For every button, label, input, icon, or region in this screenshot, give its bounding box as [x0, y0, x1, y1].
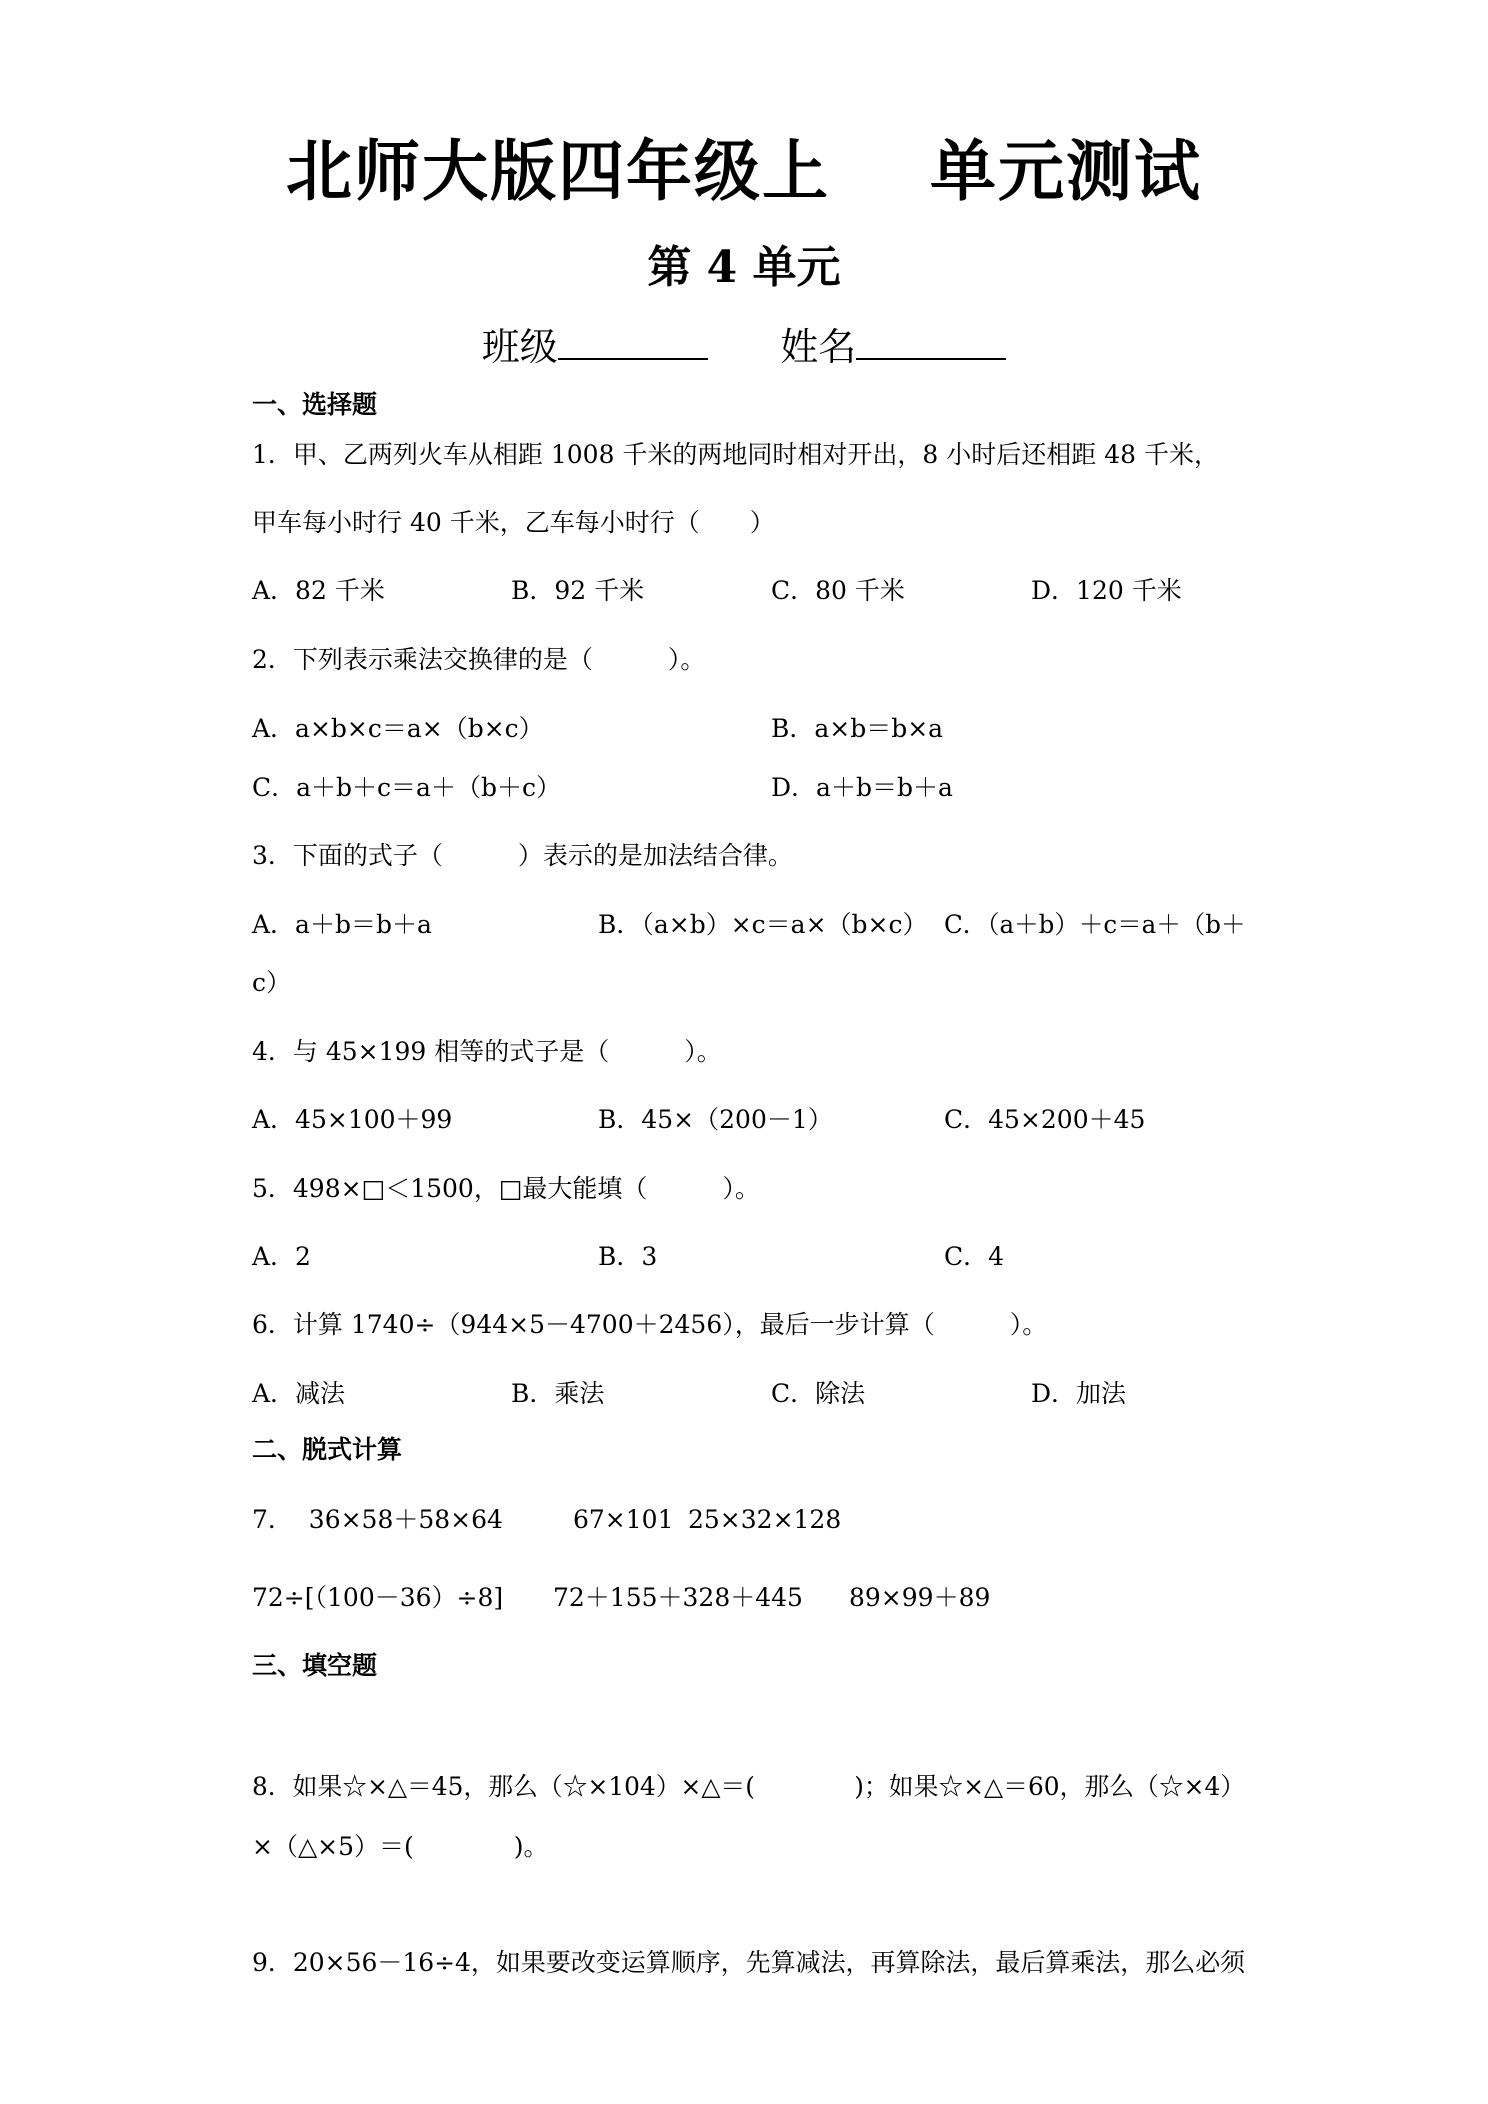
question-5-option-b: B．3 [598, 1242, 658, 1271]
class-blank[interactable] [558, 318, 708, 360]
question-8-line-1: 8．如果☆×△＝45，那么（☆×104）×△＝( )；如果☆×△＝60，那么（☆×4） [252, 1772, 1246, 1801]
question-1-line-2: 甲车每小时行 40 千米，乙车每小时行（ ） [252, 508, 775, 537]
question-2-option-d: D．a＋b＝b＋a [771, 773, 953, 802]
question-4-option-a: A．45×100＋99 [252, 1105, 453, 1134]
question-3-line-1: 3．下面的式子（ ）表示的是加法结合律。 [252, 841, 793, 870]
question-3-option-c: C．（a＋b）＋c＝a＋（b＋ [944, 910, 1246, 939]
unit-subtitle: 第 4 单元 [647, 242, 841, 293]
question-1-line-1: 1．甲、乙两列火车从相距 1008 千米的两地同时相对开出，8 小时后还相距 48 千米， [252, 440, 1219, 469]
question-2-option-a: A．a×b×c＝a×（b×c） [252, 714, 544, 743]
question-5-line-1: 5．498×□＜1500，□最大能填（ ）。 [252, 1174, 760, 1203]
question-7-expr-5: 72＋155＋328＋445 [553, 1583, 803, 1612]
question-3-option-a: A．a＋b＝b＋a [252, 910, 432, 939]
section-heading-choice: 一、选择题 [252, 390, 378, 419]
question-6-option-a: A．减法 [252, 1379, 346, 1408]
question-7-expr-2: 67×101 [573, 1505, 674, 1534]
question-8-line-2: ×（△×5）＝( )。 [252, 1832, 549, 1861]
question-4-option-b: B．45×（200－1） [598, 1105, 833, 1134]
question-2-option-b: B．a×b＝b×a [771, 714, 944, 743]
question-7-expr-6: 89×99＋89 [849, 1583, 991, 1612]
section-heading-calculation: 二、脱式计算 [252, 1435, 403, 1464]
question-6-option-d: D．加法 [1031, 1379, 1127, 1408]
section-heading-fill-in: 三、填空题 [252, 1651, 378, 1680]
question-7-expr-3: 25×32×128 [688, 1505, 842, 1534]
question-6-option-b: B．乘法 [511, 1379, 605, 1408]
page-title: 北师大版四年级上 单元测试 [286, 133, 1202, 210]
question-7-expr-1: 7． 36×58＋58×64 [252, 1505, 503, 1534]
question-5-option-c: C．4 [944, 1242, 1005, 1271]
question-1-option-a: A．82 千米 [252, 576, 385, 605]
question-7-expr-4: 72÷[（100－36）÷8] [252, 1583, 504, 1612]
question-4-line-1: 4．与 45×199 相等的式子是（ ）。 [252, 1037, 722, 1066]
question-2-line-1: 2．下列表示乘法交换律的是（ ）。 [252, 645, 706, 674]
question-1-option-c: C．80 千米 [771, 576, 905, 605]
student-info-line [0, 318, 1488, 374]
question-4-option-c: C．45×200＋45 [944, 1105, 1146, 1134]
question-6-option-c: C．除法 [771, 1379, 866, 1408]
class-label: 班级 [481, 325, 558, 369]
question-5-option-a: A．2 [252, 1242, 311, 1271]
question-1-option-b: B．92 千米 [511, 576, 645, 605]
name-blank[interactable] [856, 318, 1006, 360]
question-6-line-1: 6．计算 1740÷（944×5－4700＋2456），最后一步计算（ ）。 [252, 1310, 1048, 1339]
question-3-option-b: B．（a×b）×c＝a×（b×c） [598, 910, 928, 939]
question-2-option-c: C．a＋b＋c＝a＋（b＋c） [252, 773, 561, 802]
name-label: 姓名 [780, 325, 857, 369]
question-1-option-d: D．120 千米 [1031, 576, 1182, 605]
question-3-option-c-wrap: c） [252, 968, 292, 997]
question-9-line-1: 9．20×56－16÷4，如果要改变运算顺序，先算减法，再算除法，最后算乘法，那么必须 [252, 1948, 1246, 1977]
